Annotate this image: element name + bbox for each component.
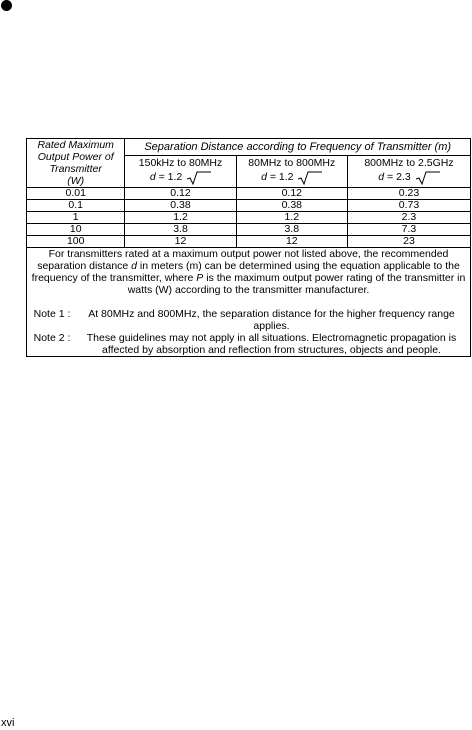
footnote-text-1: For transmitters rated at a maximum output power not listed above, the recommended separation distance bbox=[37, 248, 449, 272]
table-cell: 23 bbox=[347, 236, 470, 248]
table-cell: 10 bbox=[27, 224, 125, 236]
separation-distance-table bbox=[26, 138, 471, 357]
table-cell: 1 bbox=[27, 212, 125, 224]
band-equation bbox=[350, 169, 468, 186]
table-cell: 100 bbox=[27, 236, 125, 248]
table-cell: 12 bbox=[125, 236, 236, 248]
band-header-800mhz bbox=[347, 156, 470, 188]
rated-header-line-2: Output Power of bbox=[37, 151, 114, 163]
table-row bbox=[27, 212, 471, 224]
table-row bbox=[27, 224, 471, 236]
square-root-icon bbox=[298, 171, 322, 185]
band-equation bbox=[127, 169, 233, 186]
table-cell: 3.8 bbox=[125, 224, 236, 236]
footnote-p: P bbox=[196, 272, 204, 284]
table-cell: 1.2 bbox=[236, 212, 347, 224]
equation-variable: d bbox=[261, 171, 267, 184]
table-cell: 0.38 bbox=[125, 200, 236, 212]
table-cell: 0.12 bbox=[125, 188, 236, 200]
square-root-icon bbox=[416, 171, 440, 185]
table-cell: 0.1 bbox=[27, 200, 125, 212]
table-row bbox=[27, 236, 471, 248]
table-cell: 0.38 bbox=[236, 200, 347, 212]
page-number: xvi bbox=[1, 717, 15, 729]
rated-header-line-1: Rated Maximum bbox=[37, 139, 114, 151]
table-cell: 0.12 bbox=[236, 188, 347, 200]
band-header-150khz bbox=[125, 156, 236, 188]
footnote-text-2: in meters (m) can be determined using the equation applicable to the frequency of the transmitter, where bbox=[31, 260, 460, 284]
table-row bbox=[27, 200, 471, 212]
rated-header-line-4: (W) bbox=[67, 175, 85, 187]
table-cell: 0.01 bbox=[27, 188, 125, 200]
note-text: At 80MHz and 800MHz, the separation distance for the higher frequency range applies. bbox=[88, 308, 455, 332]
table-footnote bbox=[27, 248, 471, 357]
note-2 bbox=[29, 332, 468, 356]
table-cell: 2.3 bbox=[347, 212, 470, 224]
note-label: Note 1 : bbox=[33, 308, 71, 320]
note-1 bbox=[29, 308, 468, 332]
rated-header-line-3: Transmitter bbox=[49, 163, 102, 175]
table-cell: 7.3 bbox=[347, 224, 470, 236]
separation-distance-header: Separation Distance according to Frequency of Transmitter (m) bbox=[125, 139, 471, 156]
equation-rest: = 1.2 bbox=[155, 171, 183, 184]
equation-rest: = 1.2 bbox=[266, 171, 294, 184]
footnote-paragraph bbox=[29, 248, 468, 296]
bullet-dot bbox=[1, 0, 12, 11]
footnote-text-3: is the maximum output power rating of the transmitter in watts (W) according to the transmitter manufacturer. bbox=[127, 272, 466, 296]
table-cell: 0.23 bbox=[347, 188, 470, 200]
equation-variable: d bbox=[149, 171, 156, 184]
band-label: 800MHz to 2.5GHz bbox=[364, 157, 454, 170]
table-cell: 1.2 bbox=[125, 212, 236, 224]
footnote-d: d bbox=[131, 260, 138, 272]
table-cell: 0.73 bbox=[347, 200, 470, 212]
table-cell: 3.8 bbox=[236, 224, 347, 236]
table-cell: 12 bbox=[236, 236, 347, 248]
band-label: 80MHz to 800MHz bbox=[248, 157, 336, 170]
square-root-icon bbox=[187, 171, 211, 185]
rated-power-header bbox=[27, 139, 125, 188]
band-header-80mhz bbox=[236, 156, 347, 188]
note-text: These guidelines may not apply in all situations. Electromagnetic propagation is affected by absorption and reflection from structures, objects and people. bbox=[86, 332, 457, 356]
band-equation bbox=[239, 169, 345, 186]
equation-variable: d bbox=[378, 171, 385, 184]
table-row bbox=[27, 188, 471, 200]
band-label: 150kHz to 80MHz bbox=[138, 157, 223, 170]
note-label: Note 2 : bbox=[33, 332, 71, 344]
equation-rest: = 2.3 bbox=[384, 171, 411, 184]
